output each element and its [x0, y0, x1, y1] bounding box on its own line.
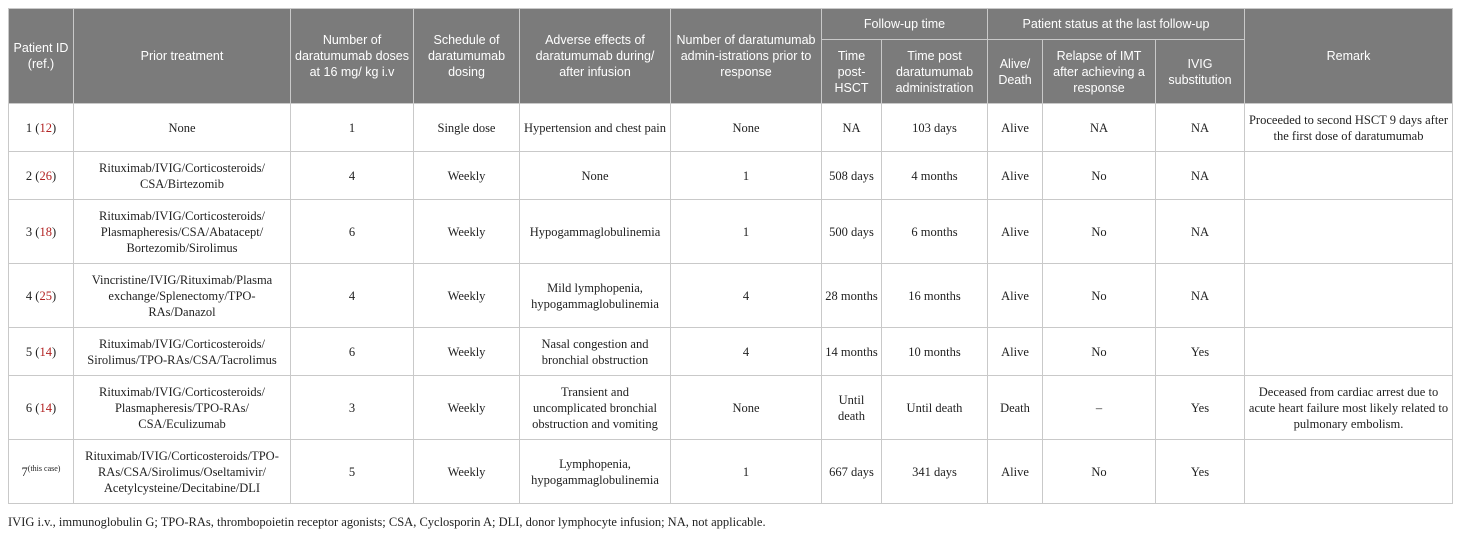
remark-cell [1245, 152, 1453, 200]
doses-cell: 6 [291, 200, 414, 264]
prior-treatment-cell: Rituximab/IVIG/Corticosteroids/ CSA/Birtezomib [74, 152, 291, 200]
header-time-post-daratumumab: Time post daratumumab administration [882, 40, 988, 104]
table-row [9, 152, 1453, 200]
ivig-cell: Yes [1156, 376, 1245, 440]
adverse-effects-cell: Transient and uncomplicated bronchial obstruction and vomiting [520, 376, 671, 440]
time-post-daratumumab-cell: Until death [882, 376, 988, 440]
doses-cell: 6 [291, 328, 414, 376]
ivig-cell: NA [1156, 104, 1245, 152]
patient-id-cell: 3 (18) [9, 200, 74, 264]
relapse-cell: – [1043, 376, 1156, 440]
reference-link[interactable]: 25 [39, 288, 52, 303]
time-post-hsct-cell: 28 months [822, 264, 882, 328]
remark-cell: Proceeded to second HSCT 9 days after the first dose of daratumumab [1245, 104, 1453, 152]
adverse-effects-cell: Hypogammaglobulinemia [520, 200, 671, 264]
prior-treatment-cell: None [74, 104, 291, 152]
time-post-hsct-cell: NA [822, 104, 882, 152]
schedule-cell: Single dose [414, 104, 520, 152]
time-post-daratumumab-cell: 103 days [882, 104, 988, 152]
header-prior-treatment: Prior treatment [74, 9, 291, 104]
prior-treatment-cell: Rituximab/IVIG/Corticosteroids/TPO-RAs/CSA/Sirolimus/Oseltamivir/ Acetylcysteine/Decitabine/DLI [74, 440, 291, 504]
header-relapse: Relapse of IMT after achieving a response [1043, 40, 1156, 104]
doses-cell: 1 [291, 104, 414, 152]
header-schedule: Schedule of daratumumab dosing [414, 9, 520, 104]
header-patient-status: Patient status at the last follow-up [988, 9, 1245, 40]
ivig-cell: Yes [1156, 440, 1245, 504]
time-post-hsct-cell: 500 days [822, 200, 882, 264]
header-alive-death: Alive/ Death [988, 40, 1043, 104]
daratumumab-table [8, 8, 1453, 504]
header-administrations-prior-to-response: Number of daratumumab admin-istrations prior to response [671, 9, 822, 104]
table-row [9, 104, 1453, 152]
reference-link[interactable]: 14 [39, 400, 52, 415]
schedule-cell: Weekly [414, 440, 520, 504]
time-post-daratumumab-cell: 4 months [882, 152, 988, 200]
header-number-of-doses: Number of daratumumab doses at 16 mg/ kg i.v [291, 9, 414, 104]
time-post-hsct-cell: 508 days [822, 152, 882, 200]
header-ivig-substitution: IVIG substitution [1156, 40, 1245, 104]
administrations-cell: None [671, 104, 822, 152]
adverse-effects-cell: None [520, 152, 671, 200]
doses-cell: 5 [291, 440, 414, 504]
time-post-hsct-cell: 667 days [822, 440, 882, 504]
administrations-cell: None [671, 376, 822, 440]
reference-link[interactable]: 26 [39, 168, 52, 183]
prior-treatment-cell: Rituximab/IVIG/Corticosteroids/ Sirolimus/TPO-RAs/CSA/Tacrolimus [74, 328, 291, 376]
reference-link[interactable]: 18 [39, 224, 52, 239]
administrations-cell: 1 [671, 200, 822, 264]
patient-id-cell: 1 (12) [9, 104, 74, 152]
relapse-cell: NA [1043, 104, 1156, 152]
administrations-cell: 4 [671, 264, 822, 328]
status-cell: Death [988, 376, 1043, 440]
remark-cell [1245, 200, 1453, 264]
remark-cell [1245, 440, 1453, 504]
adverse-effects-cell: Nasal congestion and bronchial obstruction [520, 328, 671, 376]
adverse-effects-cell: Lymphopenia, hypogammaglobulinemia [520, 440, 671, 504]
status-cell: Alive [988, 328, 1043, 376]
ivig-cell: NA [1156, 264, 1245, 328]
patient-id-cell: 6 (14) [9, 376, 74, 440]
schedule-cell: Weekly [414, 200, 520, 264]
table-row [9, 440, 1453, 504]
relapse-cell: No [1043, 264, 1156, 328]
status-cell: Alive [988, 264, 1043, 328]
time-post-daratumumab-cell: 10 months [882, 328, 988, 376]
doses-cell: 4 [291, 152, 414, 200]
prior-treatment-cell: Rituximab/IVIG/Corticosteroids/ Plasmapheresis/CSA/Abatacept/ Bortezomib/Sirolimus [74, 200, 291, 264]
patient-id-cell: 5 (14) [9, 328, 74, 376]
table-row [9, 376, 1453, 440]
relapse-cell: No [1043, 200, 1156, 264]
reference-link[interactable]: 14 [39, 344, 52, 359]
schedule-cell: Weekly [414, 264, 520, 328]
schedule-cell: Weekly [414, 328, 520, 376]
doses-cell: 3 [291, 376, 414, 440]
status-cell: Alive [988, 440, 1043, 504]
time-post-daratumumab-cell: 6 months [882, 200, 988, 264]
relapse-cell: No [1043, 440, 1156, 504]
header-follow-up-time: Follow-up time [822, 9, 988, 40]
status-cell: Alive [988, 104, 1043, 152]
table-footnote: IVIG i.v., immunoglobulin G; TPO-RAs, thrombopoietin receptor agonists; CSA, Cyclosporin A; DLI, donor lymphocyte infusion; NA, not applicable. [8, 515, 766, 529]
status-cell: Alive [988, 200, 1043, 264]
time-post-daratumumab-cell: 16 months [882, 264, 988, 328]
schedule-cell: Weekly [414, 152, 520, 200]
table-container [8, 8, 1452, 504]
administrations-cell: 4 [671, 328, 822, 376]
this-case-superscript: (this case) [27, 463, 61, 473]
patient-id-cell: $7^{(this case)}$ [9, 440, 74, 504]
header-remark: Remark [1245, 9, 1453, 104]
table-row [9, 264, 1453, 328]
status-cell: Alive [988, 152, 1043, 200]
adverse-effects-cell: Hypertension and chest pain [520, 104, 671, 152]
doses-cell: 4 [291, 264, 414, 328]
adverse-effects-cell: Mild lymphopenia, hypogammaglobulinemia [520, 264, 671, 328]
ivig-cell: NA [1156, 152, 1245, 200]
prior-treatment-cell: Vincristine/IVIG/Rituximab/Plasma exchange/Splenectomy/TPO-RAs/Danazol [74, 264, 291, 328]
table-row [9, 200, 1453, 264]
relapse-cell: No [1043, 328, 1156, 376]
header-patient-id: Patient ID (ref.) [9, 9, 74, 104]
remark-cell: Deceased from cardiac arrest due to acute heart failure most likely related to pulmonary embolism. [1245, 376, 1453, 440]
relapse-cell: No [1043, 152, 1156, 200]
patient-id-cell: 2 (26) [9, 152, 74, 200]
ivig-cell: NA [1156, 200, 1245, 264]
header-time-post-hsct: Time post-HSCT [822, 40, 882, 104]
remark-cell [1245, 328, 1453, 376]
patient-id-cell: 4 (25) [9, 264, 74, 328]
header-adverse-effects: Adverse effects of daratumumab during/ after infusion [520, 9, 671, 104]
administrations-cell: 1 [671, 440, 822, 504]
table-row [9, 328, 1453, 376]
remark-cell [1245, 264, 1453, 328]
schedule-cell: Weekly [414, 376, 520, 440]
time-post-hsct-cell: Until death [822, 376, 882, 440]
time-post-hsct-cell: 14 months [822, 328, 882, 376]
administrations-cell: 1 [671, 152, 822, 200]
reference-link[interactable]: 12 [39, 120, 52, 135]
ivig-cell: Yes [1156, 328, 1245, 376]
prior-treatment-cell: Rituximab/IVIG/Corticosteroids/ Plasmapheresis/TPO-RAs/ CSA/Eculizumab [74, 376, 291, 440]
time-post-daratumumab-cell: 341 days [882, 440, 988, 504]
